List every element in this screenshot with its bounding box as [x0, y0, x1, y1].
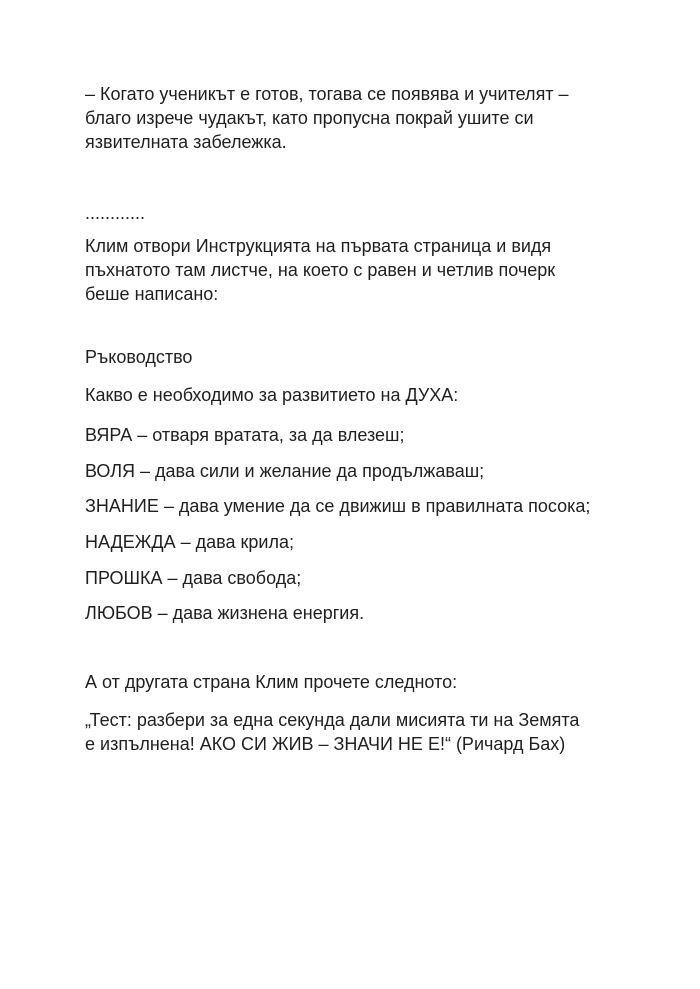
section-separator: ............ [85, 203, 146, 223]
text-line: пъхнатото там листче, на което с равен и четлив почерк [85, 260, 556, 280]
text-line: е изпълнена! АКО СИ ЖИВ – ЗНАЧИ НЕ Е!“ (Ричард Бах) [85, 734, 566, 754]
text-line: – Когато ученикът е готов, тогава се появява и учителят – [85, 84, 569, 104]
text-line: „Тест: разбери за една секунда дали мисията ти на Земята [85, 710, 580, 730]
guide-item: ЛЮБОВ – дава жизнена енергия. [85, 603, 365, 623]
guide-heading: Ръководство [85, 347, 193, 367]
text-line: язвителната забележка. [85, 132, 287, 152]
text-line: беше написано: [85, 284, 219, 304]
text-line: благо изрече чудакът, като пропусна покрай ушите си [85, 108, 534, 128]
guide-item: ВЯРА – отваря вратата, за да влезеш; [85, 425, 405, 445]
guide-item: НАДЕЖДА – дава крила; [85, 532, 294, 552]
guide-item: ЗНАНИЕ – дава умение да се движиш в правилната посока; [85, 496, 591, 516]
quote-paragraph [85, 708, 625, 756]
klim-paragraph [85, 234, 625, 306]
intro-paragraph [85, 82, 625, 154]
guide-question: Какво е необходимо за развитието на ДУХА: [85, 385, 459, 405]
guide-item: ПРОШКА – дава свобода; [85, 568, 302, 588]
text-line: Клим отвори Инструкцията на първата страница и видя [85, 236, 552, 256]
other-side-paragraph: А от другата страна Клим прочете следното: [85, 672, 458, 692]
guide-item: ВОЛЯ – дава сили и желание да продължаваш; [85, 461, 485, 481]
